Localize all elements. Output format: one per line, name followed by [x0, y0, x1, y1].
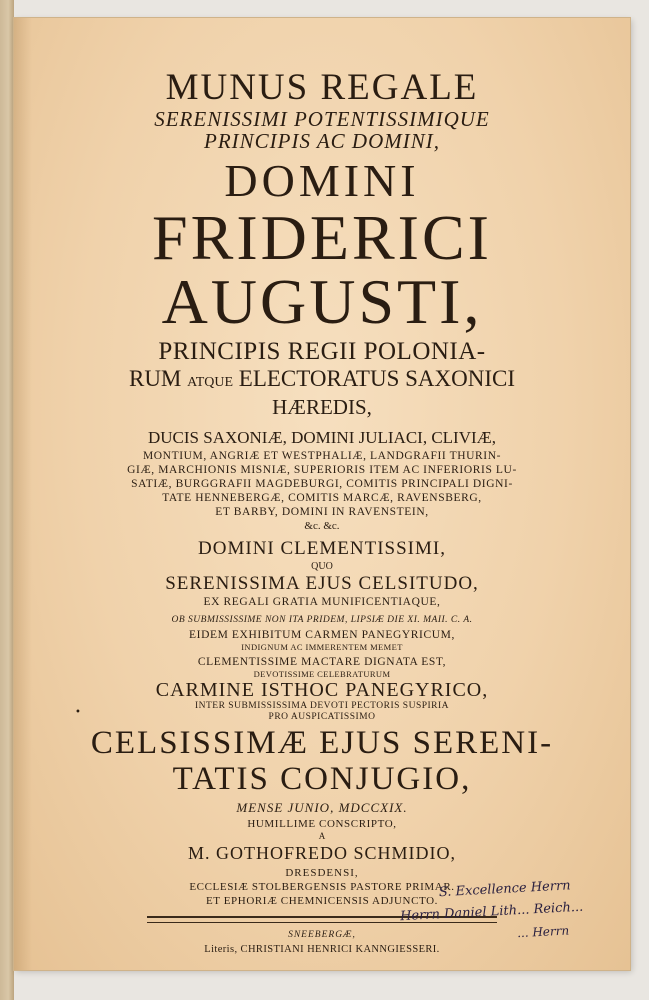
book-binding-edge: [0, 0, 14, 1000]
line-a: A: [318, 831, 326, 841]
line-tatis-conjugio: TATIS CONJUGIO,: [172, 761, 472, 797]
line-dresdensi: DRESDENSI,: [285, 867, 359, 879]
line-tate: TATE HENNEBERGÆ, COMITIS MARCÆ, RAVENSBERG,: [162, 492, 482, 504]
margin-dot-ornament: •: [75, 707, 81, 718]
line-sneebergae: SNEEBERGÆ,: [288, 930, 356, 940]
line-celsissimae: CELSISSIMÆ EJUS SERENI-: [90, 725, 554, 761]
line-clementissime: CLEMENTISSIME MACTARE DIGNATA EST,: [197, 656, 447, 668]
line-inter: INTER SUBMISSISSIMA DEVOTI PECTORIS SUSPIRIA: [194, 701, 450, 711]
line-ex-regali: EX REGALI GRATIA MUNIFICENTIAQUE,: [203, 596, 441, 608]
line-montium: MONTIUM, ANGRIÆ ET WESTPHALIÆ, LANDGRAFII THURIN-: [142, 450, 502, 462]
rum-text: RUM: [128, 366, 188, 391]
line-devotissime: DEVOTISSIME CELEBRATURUM: [253, 669, 391, 679]
title-page-text: [34, 18, 610, 957]
handwriting-line-1: S. Excellence Herrn: [438, 878, 571, 901]
line-serenissimi: SERENISSIMI POTENTISSIMIQUE: [154, 107, 490, 131]
line-etc: &c. &c.: [304, 520, 340, 532]
title-page-sheet: [14, 18, 630, 970]
line-printer-imprint: Literis, CHRISTIANI HENRICI KANNGIESSERI.: [204, 944, 440, 955]
line-ob-submississime: OB SUBMISSISSIME NON ITA PRIDEM, LIPSIÆ DIE XI. MAII. C. A.: [171, 615, 473, 625]
line-author: M. GOTHOFREDO SCHMIDIO,: [187, 843, 456, 863]
line-et-ephoriae: ET EPHORIÆ CHEMNICENSIS ADJUNCTO.: [205, 895, 439, 907]
atque-text: ATQUE: [187, 375, 234, 390]
line-indignum: INDIGNUM AC IMMERENTEM MEMET: [241, 642, 403, 652]
handwriting-line-3: ... Herrn: [516, 923, 570, 941]
line-augusti: AUGUSTI,: [161, 266, 483, 337]
line-principis-regii: PRINCIPIS REGII POLONIA-: [158, 338, 486, 365]
line-friderici: FRIDERICI: [152, 202, 492, 273]
handwritten-dedication: [398, 872, 641, 950]
line-mense-junio: MENSE JUNIO, MDCCXIX.: [236, 800, 408, 815]
line-domini-clementissimi: DOMINI CLEMENTISSIMI,: [198, 538, 446, 559]
line-pro: PRO AUSPICATISSIMO: [268, 712, 376, 722]
line-principis-ac-domini: PRINCIPIS AC DOMINI,: [204, 129, 440, 153]
line-quo: QUO: [311, 561, 333, 572]
title-munus-regale: MUNUS REGALE: [165, 67, 479, 108]
line-humillime: HUMILLIME CONSCRIPTO,: [247, 818, 397, 830]
line-ducis-saxoniae: DUCIS SAXONIÆ, DOMINI JULIACI, CLIVIÆ,: [147, 428, 497, 447]
line-domini: DOMINI: [224, 155, 420, 206]
line-haeredis: HÆREDIS,: [272, 395, 372, 419]
line-barby: ET BARBY, DOMINI IN RAVENSTEIN,: [215, 506, 429, 518]
line-satiae: SATIÆ, BURGGRAFII MAGDEBURGI, COMITIS PRINCIPALI DIGNI-: [131, 478, 513, 490]
line-giae: GIÆ, MARCHIONIS MISNIÆ, SUPERIORIS ITEM AC INFERIORIS LU-: [127, 464, 517, 476]
line-carmine: CARMINE ISTHOC PANEGYRICO,: [155, 679, 489, 701]
electoratus-text: ELECTORATUS SAXONICI: [233, 366, 516, 391]
line-eidem: EIDEM EXHIBITUM CARMEN PANEGYRICUM,: [189, 629, 455, 641]
line-electoratus: [34, 366, 610, 395]
line-ecclesiae: ECCLESIÆ STOLBERGENSIS PASTORE PRIMAR.: [189, 881, 455, 893]
handwriting-line-2: Herrn Daniel Lith... Reich...: [399, 899, 584, 925]
line-serenissima: SERENISSIMA EJUS CELSITUDO,: [165, 573, 479, 594]
